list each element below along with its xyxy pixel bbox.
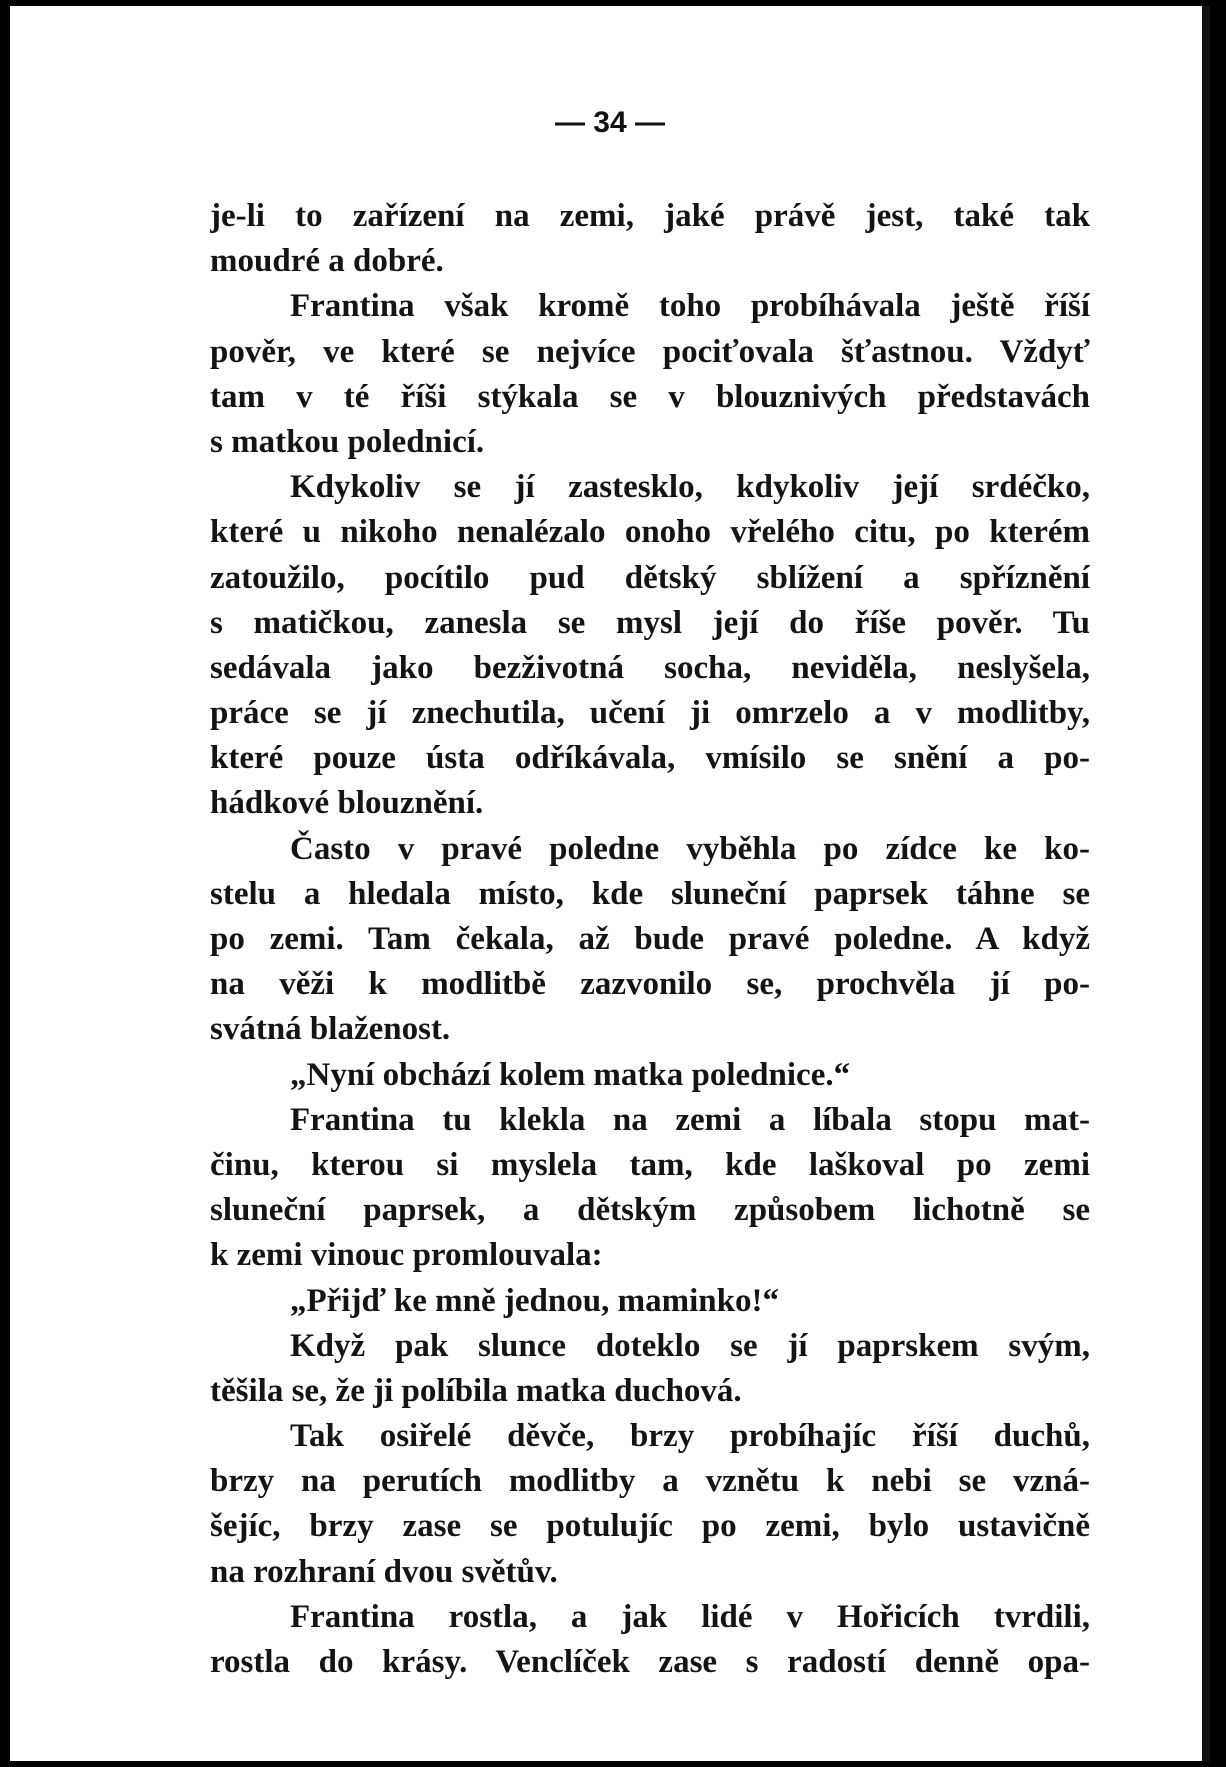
text-line: tam v té říši stýkala se v blouznivých představách xyxy=(210,378,1090,415)
text-line: moudré a dobré. xyxy=(210,243,444,280)
text-line: stelu a hledala místo, kde sluneční paprsek táhne se xyxy=(210,875,1090,912)
text-line: Často v pravé poledne vyběhla po zídce ke ko- xyxy=(290,830,1090,867)
text-line: s matičkou, zanesla se mysl její do říše pověr. Tu xyxy=(210,604,1090,641)
text-line: pověr, ve které se nejvíce pociťovala šťastnou. Vždyť xyxy=(210,333,1090,370)
text-line: které u nikoho nenalézalo onoho vřelého citu, po kterém xyxy=(210,514,1090,551)
text-line: práce se jí znechutila, učení ji omrzelo a v modlitby, xyxy=(210,695,1090,732)
text-line: které pouze ústa odříkávala, vmísilo se snění a po- xyxy=(210,740,1090,777)
text-line: Kdykoliv se jí zastesklo, kdykoliv její srdéčko, xyxy=(290,469,1090,506)
text-line: zatoužilo, pocítilo pud dětský sblížení a spříznění xyxy=(210,559,1090,596)
text-line: Frantina však kromě toho probíhávala ještě říší xyxy=(290,288,1090,325)
text-line: Frantina tu klekla na zemi a líbala stopu mat- xyxy=(290,1101,1090,1138)
text-line: Když pak slunce doteklo se jí paprskem svým, xyxy=(290,1327,1090,1364)
text-line: Tak osiřelé děvče, brzy probíhajíc říší duchů, xyxy=(290,1418,1090,1455)
text-line: Frantina rostla, a jak lidé v Hořicích tvrdili, xyxy=(290,1598,1090,1635)
text-line: k zemi vinouc promlouvala: xyxy=(210,1237,603,1274)
text-line: těšila se, že ji políbila matka duchová. xyxy=(210,1372,742,1409)
text-line: s matkou polednicí. xyxy=(210,423,485,460)
text-line: hádkové blouznění. xyxy=(210,785,484,822)
text-line: šejíc, brzy zase se potulujíc po zemi, bylo ustavičně xyxy=(210,1508,1090,1545)
text-line: svátná blaženost. xyxy=(210,1011,451,1048)
text-line: sluneční paprsek, a dětským způsobem lichotně se xyxy=(210,1192,1090,1229)
page-number: — 34 — xyxy=(554,106,666,139)
text-line: sedávala jako bezživotná socha, neviděla, neslyšela, xyxy=(210,649,1090,686)
text-line: činu, kterou si myslela tam, kde laškoval po zemi xyxy=(210,1146,1090,1183)
page-spine-edge xyxy=(1202,6,1210,1761)
text-line: je-li to zařízení na zemi, jaké právě jest, také tak xyxy=(210,198,1090,234)
body-text xyxy=(210,194,1090,1685)
text-line: na rozhraní dvou světův. xyxy=(210,1553,558,1590)
text-line: „Nyní obchází kolem matka polednice.“ xyxy=(290,1056,851,1093)
text-line: na věži k modlitbě zazvonilo se, prochvěla jí po- xyxy=(210,966,1090,1003)
text-line: brzy na perutích modlitby a vznětu k nebi se vzná- xyxy=(210,1463,1090,1500)
text-line: rostla do krásy. Venclíček zase s radostí denně opa- xyxy=(210,1644,1090,1680)
text-line: „Přijď ke mně jednou, maminko!“ xyxy=(290,1282,779,1319)
book-page xyxy=(10,6,1210,1761)
text-line: po zemi. Tam čekala, až bude pravé poledne. A když xyxy=(210,921,1090,957)
